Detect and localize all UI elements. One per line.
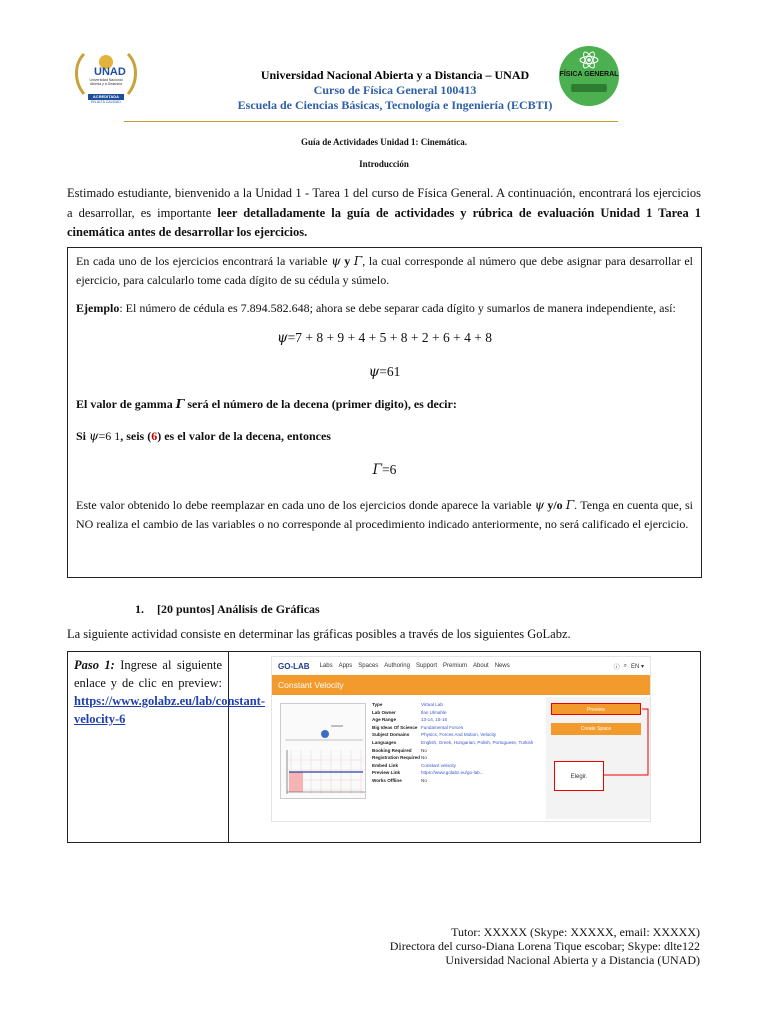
info-value: No [421, 747, 427, 753]
nav-authoring[interactable]: Authoring [384, 663, 410, 669]
course-name: Curso de Física General 100413 [313, 83, 477, 97]
info-key: Registration Required [372, 755, 420, 761]
info-value[interactable]: https://www.golabz.eu/go-lab... [421, 770, 484, 776]
eq1-rhs: =7 + 8 + 9 + 4 + 5 + 8 + 2 + 6 + 4 + 8 [287, 330, 492, 345]
equation-gamma [76, 460, 693, 480]
example-text: : El número de cédula es 7.894.582.648; ahora se debe separar cada dígito y sumarlos de manera independiente, así: [119, 301, 676, 315]
footer [390, 925, 700, 967]
nav-premium[interactable]: Premium [442, 663, 467, 669]
example-paragraph [76, 299, 693, 318]
golabz-link[interactable]: https://www.golabz.eu/lab/constant-velocity-6 [74, 694, 265, 726]
nav-labs[interactable]: Labs [319, 663, 333, 669]
si-label: Si [76, 429, 90, 443]
eq2-psi: ψ [368, 364, 380, 380]
eq3-rhs: =6 [382, 462, 397, 477]
info-value[interactable]: English, Greek, Hungarian, Polish, Portuguese, Turkish [421, 739, 534, 745]
nav-news[interactable]: News [494, 663, 510, 669]
callout-connector [272, 695, 651, 822]
info-value[interactable]: Fundamental Forces [421, 724, 464, 730]
nav-about[interactable]: About [473, 663, 489, 669]
nav-support[interactable]: Support [415, 663, 437, 669]
footer-university: Universidad Nacional Abierta y a Distancia (UNAD) [445, 953, 700, 967]
gamma-symbol: Γ [353, 254, 363, 268]
unad-logo [70, 48, 142, 106]
info-value[interactable]: Physics, Forces And Motion, Velocity [421, 732, 497, 738]
footer-tutor: Tutor: XXXXX (Skype: XXXXX, email: XXXXX) [451, 925, 700, 939]
nav-spaces[interactable]: Spaces [358, 663, 379, 669]
section-title [135, 602, 320, 617]
fisica-general-logo-text: FÍSICA GENERAL [559, 71, 619, 78]
intro-text: Estimado estudiante, bienvenido a la Unidad 1 - Tarea 1 del curso de Física General. A continuación, encontrará los ejercicios a desarrollar, es importante [67, 186, 701, 220]
header-rule [124, 121, 618, 122]
si-psi: ψ [89, 429, 99, 443]
gamma-line-a: El valor de gamma [76, 397, 176, 411]
step-text: Ingrese al siguiente enlace y de clic en preview: [74, 658, 222, 690]
final-psi: ψ [534, 498, 545, 512]
info-value[interactable]: 13-14, 15-16 [421, 717, 448, 723]
choose-callout: Elegir. [554, 761, 604, 791]
intro-title: Introducción [359, 159, 409, 169]
preview-button[interactable]: Preview [551, 703, 641, 715]
variable-instructions-box [67, 247, 702, 578]
eq3-gamma: Γ [372, 462, 382, 478]
gamma-line-symbol: Γ [175, 397, 185, 411]
info-key: Languages [372, 739, 397, 745]
final-text-a: Este valor obtenido lo debe reemplazar en cada uno de los ejercicios donde aparece la variable [76, 498, 535, 512]
info-key: Subject Domains [372, 732, 410, 738]
si-line [76, 427, 693, 446]
help-icon[interactable]: ⓘ [613, 664, 620, 671]
info-key: Lab Owner [372, 709, 396, 715]
info-key: Embed Link [372, 762, 399, 768]
golab-screenshot [271, 656, 651, 822]
equation-result [76, 362, 693, 382]
step-table [67, 651, 701, 843]
guide-title: Guía de Actividades Unidad 1: Cinemática. [300, 137, 467, 147]
info-key: Age Range [372, 717, 396, 723]
final-text-b: . Tenga en cuenta que, si NO realiza el cambio de las variables o no corresponde al procedimiento indicado anteriormente, no será calificado el ejercicio. [76, 498, 693, 531]
gamma-definition [76, 395, 693, 414]
box-p1-text-a: En cada uno de los ejercicios encontrará la variable [76, 254, 332, 268]
search-icon[interactable]: ⌕ [623, 662, 627, 669]
final-yo: y/o [544, 498, 566, 512]
lab-title-banner: Constant Velocity [272, 675, 650, 695]
nav-apps[interactable]: Apps [338, 663, 353, 669]
school-name: Escuela de Ciencias Básicas, Tecnología e Ingeniería (ECBTI) [237, 98, 553, 112]
unad-logo-text: UNAD [94, 66, 126, 78]
info-key: Works Offline [372, 777, 402, 783]
eq2-rhs: =61 [379, 364, 401, 379]
info-value[interactable]: Ilan Ulmahle [421, 709, 447, 715]
step-cell [68, 652, 265, 842]
university-name: Universidad Nacional Abierta y a Distancia – UNAD [260, 68, 530, 82]
eq1-psi: ψ [277, 330, 288, 346]
info-key: Type [372, 702, 383, 707]
si-eq: =6 1 [98, 429, 121, 443]
lab-details [272, 695, 650, 822]
info-key: Booking Required [372, 747, 412, 753]
final-gamma: Γ [565, 498, 575, 512]
section-description: La siguiente actividad consiste en determinar las gráficas posibles a través de los siguientes GoLabz. [67, 627, 571, 641]
intro-bold-text: leer detalladamente la guía de actividades y rúbrica de evaluación Unidad 1 Tarea 1 cinemática antes de desarrollar los ejercicios. [67, 205, 701, 239]
info-value[interactable]: Constant velocity [421, 762, 456, 768]
equation-sum [76, 328, 693, 348]
info-key: Big Ideas Of Science [372, 724, 418, 730]
step-label: Paso 1: [74, 658, 115, 672]
unad-logo-sub1: Universidad Nacional [89, 78, 123, 82]
psi-symbol: ψ [331, 254, 341, 268]
golab-brand: GO-LAB [278, 661, 310, 671]
box-p1-text-b: , la cual corresponde al número que debe asignar para desarrollar el ejercicio, para calcularlo tome cada dígito de su cédula y súmelo. [76, 254, 694, 287]
language-select[interactable]: EN ▾ [630, 663, 644, 670]
unad-logo-tagline: EN ALTA CALIDAD [91, 100, 121, 104]
section-title-text: [20 puntos] Análisis de Gráficas [157, 602, 320, 616]
final-paragraph [76, 496, 693, 534]
intro-paragraph [67, 184, 701, 243]
create-space-button[interactable]: Create Space [551, 723, 641, 735]
screenshot-cell [229, 652, 700, 842]
conjunction-y: y [340, 254, 354, 268]
info-value: No [421, 777, 427, 783]
section-number: 1. [135, 602, 144, 616]
unad-logo-sub2: Abierta y a Distancia [89, 82, 123, 86]
document-header [150, 68, 640, 113]
golab-nav [272, 657, 650, 675]
unad-logo-ribbon: ACREDITADA [92, 94, 120, 99]
si-text-b: , seis ( [120, 429, 152, 443]
info-value[interactable]: Virtual Lab [421, 702, 443, 707]
box-paragraph-1 [76, 252, 693, 290]
info-value: No [421, 755, 427, 761]
gamma-line-b: será el número de la decena (primer digito), es decir: [184, 397, 457, 411]
info-key: Preview Link [372, 770, 401, 776]
footer-director: Directora del curso-Diana Lorena Tique escobar; Skype: dlte122 [389, 939, 700, 953]
example-label: Ejemplo [76, 301, 120, 315]
six-highlight: 6 [151, 429, 158, 443]
si-text-c: ) es el valor de la decena, entonces [157, 429, 331, 443]
